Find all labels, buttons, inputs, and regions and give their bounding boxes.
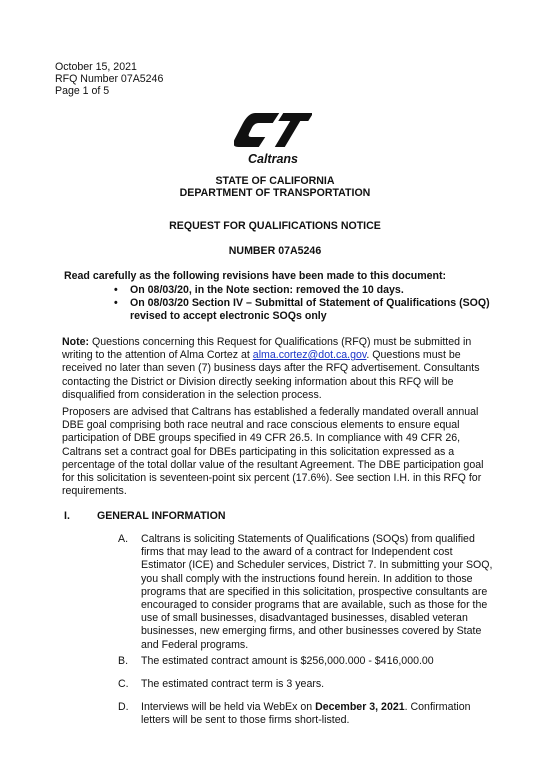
agency-line-2: DEPARTMENT OF TRANSPORTATION: [179, 187, 371, 199]
contact-email-link[interactable]: alma.cortez@dot.ca.gov: [252, 349, 367, 362]
item-d-text-after: . Confirmation letters will be sent to those firms short-listed.: [141, 701, 471, 727]
item-a-letter: A.: [118, 533, 129, 545]
item-d-text-before: Interviews will be held via WebEx on: [141, 701, 316, 713]
note-text-after-email: . Questions must be received no later than seven (7) business days after the RFQ advertisement. Consultants contacting the District or Division directly seeking information about this RFQ will be disqualified from consideration in the selection process.: [62, 349, 480, 401]
section-number: I.: [64, 510, 70, 522]
item-b-text: The estimated contract amount is $256,000.000 - $416,000.00: [141, 655, 434, 667]
logo-wordmark: Caltrans: [247, 152, 299, 166]
note-text-before-email: Questions concerning this Request for Qualifications (RFQ) must be submitted in writing to the attention of Alma Cortez at: [62, 336, 472, 362]
header-date: October 15, 2021: [55, 61, 137, 73]
item-d-text: [141, 701, 493, 727]
item-c-text: The estimated contract term is 3 years.: [141, 678, 325, 690]
item-a-text: Caltrans is soliciting Statements of Qualifications (SOQs) from qualified firms that may lead to the award of a contract for Independent cost Estimator (ICE) and Scheduler services, District 7. In submitting your SOQ, you shall comply with the instructions found herein. In addition to those programs that are specified in this solicitation, prospective consultants are encouraged to consider programs that are available, such as those for the use of small businesses, disadvantaged businesses, disabled veteran businesses, new emerging firms, and other businesses covered by State and Federal programs.: [141, 533, 493, 651]
ct-monogram-icon: [234, 113, 312, 147]
header-page-number: Page 1 of 5: [55, 85, 110, 98]
item-c-letter: C.: [118, 678, 129, 690]
caltrans-logo: [234, 110, 312, 168]
agency-line-1: STATE OF CALIFORNIA: [215, 175, 335, 187]
item-b-letter: B.: [118, 655, 129, 667]
revision-item: • On 08/03/20 Section IV – Submittal of Statement of Qualifications (SOQ) revised to accept electronic SOQs only: [130, 297, 490, 323]
notice-number: NUMBER 07A5246: [228, 245, 322, 257]
header-rfq-number: RFQ Number 07A5246: [55, 73, 164, 86]
page-header: [55, 61, 163, 98]
notice-title: REQUEST FOR QUALIFICATIONS NOTICE: [169, 220, 381, 232]
interview-date: December 3, 2021: [315, 701, 405, 713]
revisions-list: [130, 284, 490, 324]
note-paragraph: [62, 336, 494, 402]
revision-item: • On 08/03/20, in the Note section: removed the 10 days.: [130, 284, 490, 297]
item-d-letter: D.: [118, 701, 129, 713]
note-label: Note:: [62, 336, 90, 348]
dbe-paragraph: Proposers are advised that Caltrans has established a federally mandated overall annual DBE goal comprising both race neutral and race conscious elements to ensure equal participation of DBE groups specified in 49 CFR 26.5. In compliance with 49 CFR 26, Caltrans set a contract goal for DBEs participating in this solicitation expressed as a percentage of the total dollar value of the resultant Agreement. The DBE participation goal for this solicitation is seventeen-point six percent (17.6%). See section I.H. in this RFQ for requirements.: [62, 406, 484, 498]
section-title: GENERAL INFORMATION: [97, 510, 226, 522]
revisions-intro: Read carefully as the following revisions have been made to this document:: [64, 270, 447, 282]
